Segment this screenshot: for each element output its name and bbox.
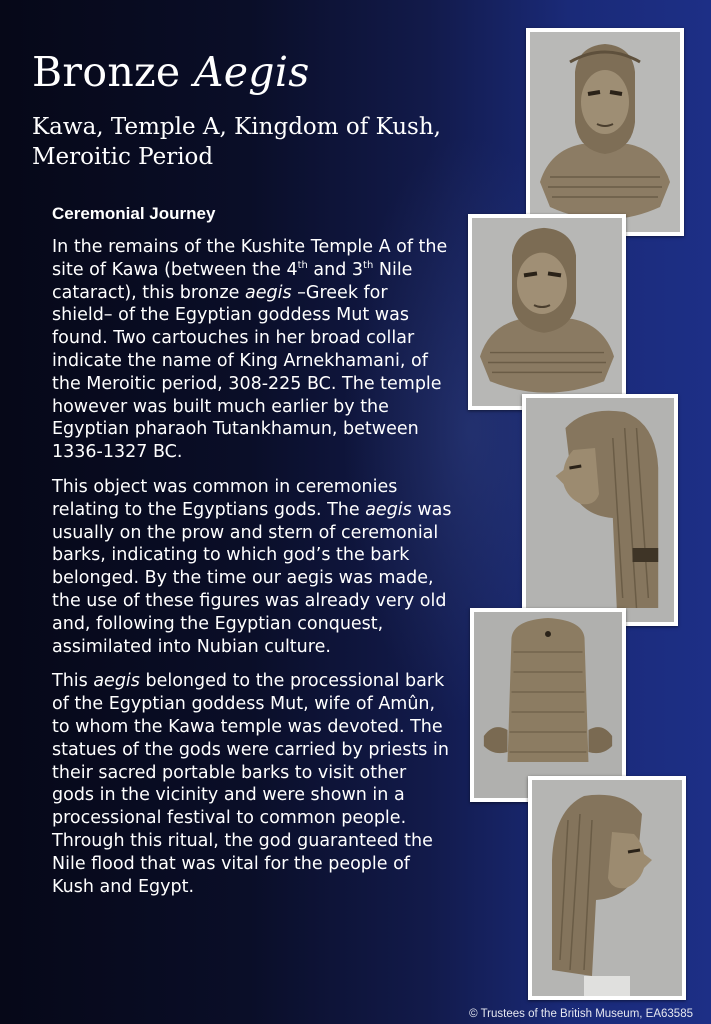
page-title: Bronze Aegis bbox=[32, 48, 310, 96]
body-text bbox=[52, 236, 452, 910]
paragraph-2: This object was common in ceremonies relating to the Egyptians gods. The aegis was usually on the prow and stern of ceremonial barks, indicating to which god’s the bark belonged. By the time our aegis was made, the use of these figures was already very old and, following the Egyptian conquest, assimilated into Nubian culture. bbox=[52, 476, 452, 657]
aegis-photo-angled bbox=[468, 214, 626, 410]
aegis-photo-right-profile bbox=[528, 776, 686, 1000]
aegis-photo-front bbox=[526, 28, 684, 236]
aegis-photo-back bbox=[470, 608, 626, 802]
aegis-photo-profile bbox=[522, 394, 678, 626]
page-subtitle: Kawa, Temple A, Kingdom of Kush, Meroitic Period bbox=[32, 114, 441, 170]
section-heading: Ceremonial Journey bbox=[52, 204, 216, 223]
paragraph-1: In the remains of the Kushite Temple A of the site of Kawa (between the 4th and 3th Nile cataract), this bronze aegis –Greek for shield– of the Egyptian goddess Mut was found. Two cartouches in her broad collar indicate the name of King Arnekhamani, of the Meroitic period, 308-225 BC. The temple however was built much earlier by the Egyptian pharaoh Tutankhamun, between 1336-1327 BC. bbox=[52, 237, 448, 463]
copyright-credit: © Trustees of the British Museum, EA63585 bbox=[469, 1008, 693, 1020]
paragraph-3: This aegis belonged to the processional bark of the Egyptian goddess Mut, wife of Amûn, to whom the Kawa temple was devoted. The statues of the gods were carried by priests in their sacred portable barks to visit other gods in the vicinity and were shown in a processional festival to common people. Through this ritual, the god guaranteed the Nile flood that was vital for the people of Kush and Egypt. bbox=[52, 671, 449, 897]
